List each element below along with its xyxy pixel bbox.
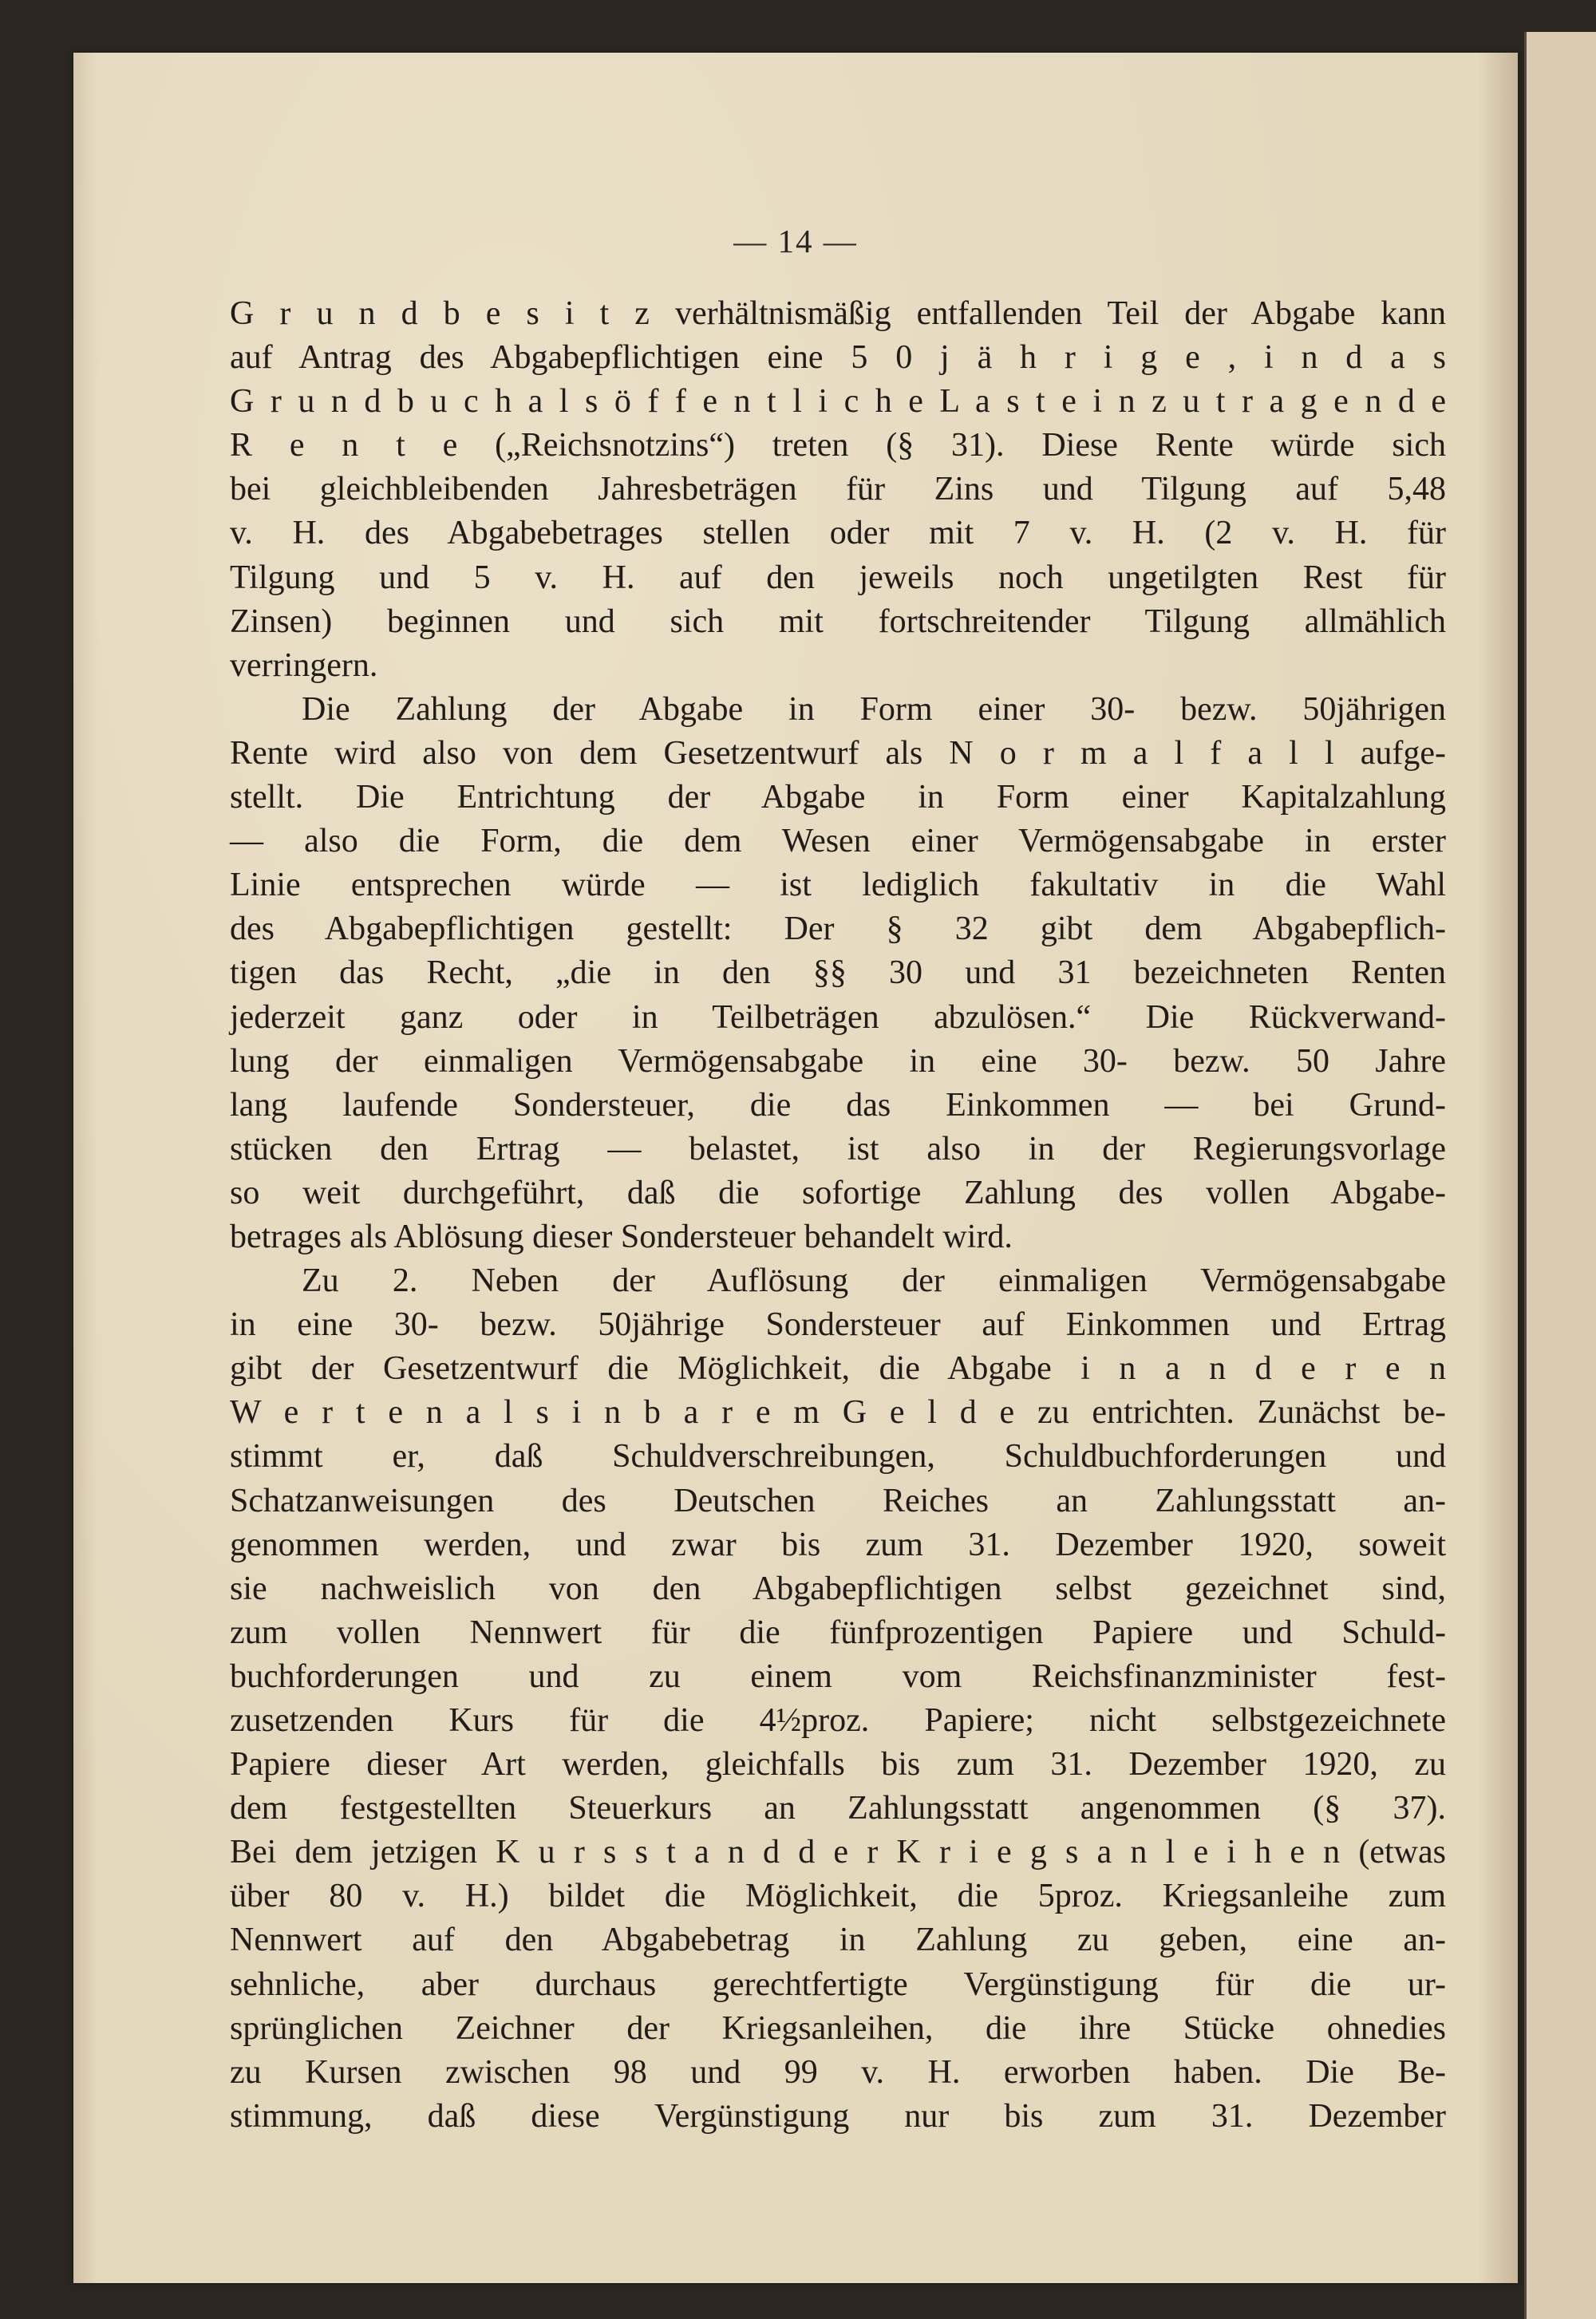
text-line: Linie entsprechen würde — ist lediglich fakultativ in die Wahl bbox=[230, 867, 1446, 904]
text-line: zusetzenden Kurs für die 4½proz. Papiere; nicht selbstgezeichnete bbox=[230, 1702, 1446, 1739]
text-line: Zinsen) beginnen und sich mit fortschreitender Tilgung allmählich bbox=[230, 602, 1446, 640]
text-line: auf Antrag des Abgabepflichtigen eine 5 0 j ä h r i g e , i n d a s bbox=[230, 339, 1446, 377]
text-line: in eine 30- bezw. 50jährige Sondersteuer auf Einkommen und Ertrag bbox=[230, 1306, 1446, 1344]
text-line: G r u n d b u c h a l s ö f f e n t l i c h e L a s t e i n z u t r a g e n d e bbox=[230, 383, 1446, 421]
text-line: Schatzanweisungen des Deutschen Reiches an Zahlungsstatt an- bbox=[230, 1482, 1446, 1519]
text-line: jederzeit ganz oder in Teilbeträgen abzulösen.“ Die Rückverwand- bbox=[230, 998, 1446, 1036]
text-line: W e r t e n a l s i n b a r e m G e l d e zu entrichten. Zunächst be- bbox=[230, 1394, 1446, 1432]
text-line: lang laufende Sondersteuer, die das Einkommen — bei Grund- bbox=[230, 1086, 1446, 1124]
text-line: bei gleichbleibenden Jahresbeträgen für Zins und Tilgung auf 5,48 bbox=[230, 471, 1446, 508]
text-line: Papiere dieser Art werden, gleichfalls bis zum 31. Dezember 1920, zu bbox=[230, 1746, 1446, 1784]
text-line: R e n t e („Reichsnotzins“) treten (§ 31). Diese Rente würde sich bbox=[230, 427, 1446, 464]
text-line: stücken den Ertrag — belastet, ist also in der Regierungsvorlage bbox=[230, 1130, 1446, 1167]
text-line: genommen werden, und zwar bis zum 31. Dezember 1920, soweit bbox=[230, 1526, 1446, 1563]
text-line: verringern. bbox=[230, 646, 378, 684]
text-line: so weit durchgeführt, daß die sofortige Zahlung des vollen Abgabe- bbox=[230, 1174, 1446, 1211]
text-line: Zu 2. Neben der Auflösung der einmaligen Vermögensabgabe bbox=[302, 1262, 1446, 1300]
book-page bbox=[73, 53, 1518, 2283]
text-line: Die Zahlung der Abgabe in Form einer 30- bezw. 50jährigen bbox=[302, 690, 1446, 728]
text-line: tigen das Recht, „die in den §§ 30 und 31 bezeichneten Renten bbox=[230, 954, 1446, 992]
text-line: buchforderungen und zu einem vom Reichsfinanzminister fest- bbox=[230, 1657, 1446, 1695]
text-line: sprünglichen Zeichner der Kriegsanleihen, die ihre Stücke ohnedies bbox=[230, 2009, 1446, 2047]
page-number: — 14 — bbox=[733, 223, 858, 259]
body-text bbox=[230, 292, 1446, 2139]
text-line: Nennwert auf den Abgabebetrag in Zahlung zu geben, eine an- bbox=[230, 1922, 1446, 1959]
text-line: Rente wird also von dem Gesetzentwurf als N o r m a l f a l l aufge- bbox=[230, 734, 1446, 772]
text-line: betrages als Ablösung dieser Sondersteuer behandelt wird. bbox=[230, 1218, 1013, 1255]
text-line: sie nachweislich von den Abgabepflichtigen selbst gezeichnet sind, bbox=[230, 1570, 1446, 1607]
text-line: G r u n d b e s i t z verhältnismäßig entfallenden Teil der Abgabe kann bbox=[230, 295, 1446, 332]
text-line: v. H. des Abgabebetrages stellen oder mit 7 v. H. (2 v. H. für bbox=[230, 515, 1446, 552]
text-line: lung der einmaligen Vermögensabgabe in eine 30- bezw. 50 Jahre bbox=[230, 1042, 1446, 1080]
text-line: stimmt er, daß Schuldverschreibungen, Schuldbuchforderungen und bbox=[230, 1438, 1446, 1476]
text-line: des Abgabepflichtigen gestellt: Der § 32 gibt dem Abgabepflich- bbox=[230, 911, 1446, 948]
text-line: — also die Form, die dem Wesen einer Vermögensabgabe in erster bbox=[230, 823, 1446, 860]
text-line: stellt. Die Entrichtung der Abgabe in Form einer Kapitalzahlung bbox=[230, 779, 1446, 816]
text-line: Tilgung und 5 v. H. auf den jeweils noch ungetilgten Rest für bbox=[230, 559, 1446, 596]
text-line: dem festgestellten Steuerkurs an Zahlungsstatt angenommen (§ 37). bbox=[230, 1790, 1446, 1827]
text-line: zu Kursen zwischen 98 und 99 v. H. erworben haben. Die Be- bbox=[230, 2053, 1446, 2091]
text-line: stimmung, daß diese Vergünstigung nur bis zum 31. Dezember bbox=[230, 2097, 1446, 2135]
text-line: zum vollen Nennwert für die fünfprozentigen Papiere und Schuld- bbox=[230, 1614, 1446, 1651]
text-line: gibt der Gesetzentwurf die Möglichkeit, die Abgabe i n a n d e r e n bbox=[230, 1350, 1446, 1388]
text-line: Bei dem jetzigen K u r s s t a n d d e r K r i e g s a n l e i h e n (etwas bbox=[230, 1834, 1446, 1871]
text-line: über 80 v. H.) bildet die Möglichkeit, die 5proz. Kriegsanleihe zum bbox=[230, 1878, 1446, 1915]
text-line: sehnliche, aber durchaus gerechtfertigte Vergünstigung für die ur- bbox=[230, 1965, 1446, 2003]
adjacent-page-edge bbox=[1524, 32, 1596, 2319]
